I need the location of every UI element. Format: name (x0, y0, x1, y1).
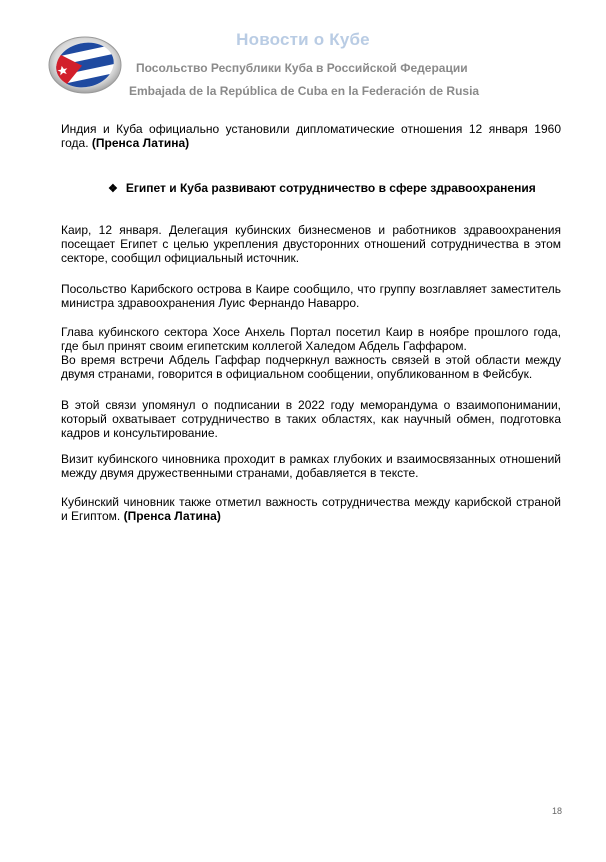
article-paragraph: Каир, 12 января. Делегация кубинских бизнесменов и работников здравоохранения посещает Египет с целью укрепления двусторонних отношений сотрудничества в этом секторе, сообщил официальный источник. (61, 223, 561, 265)
diamond-bullet-icon: ❖ (108, 183, 118, 195)
intro-source: (Пренса Латина) (91, 136, 190, 150)
intro-text: Индия и Куба официально установили дипломатические отношения 12 января 1960 года. (61, 122, 561, 150)
article-paragraph: Во время встречи Абдель Гаффар подчеркнул важность связей в этой области между двумя странами, говорится в официальном сообщении, опубликованном в Фейсбук. (61, 353, 561, 381)
embassy-name-es: Embajada de la República de Cuba en la Federación de Rusia (129, 84, 480, 98)
newsletter-title: Новости о Кубе (236, 30, 370, 49)
article-paragraph: Визит кубинского чиновника проходит в рамках глубоких и взаимосвязанных отношений между двумя дружественными странами, добавляется в тексте. (61, 452, 561, 480)
article-closing-paragraph (61, 495, 561, 523)
article-heading (108, 181, 536, 195)
article-paragraph: Посольство Карибского острова в Каире сообщило, что группу возглавляет заместитель министра здравоохранения Луис Фернандо Наварро. (61, 282, 561, 310)
closing-text: Кубинский чиновник также отметил важность сотрудничества между карибской страной и Египтом. (61, 495, 561, 523)
article-paragraph: В этой связи упомянул о подписании в 2022 году меморандума о взаимопонимании, который охватывает сотрудничество в таких областях, как научный обмен, подготовка кадров и консультирование. (61, 398, 561, 440)
article-paragraph: Глава кубинского сектора Хосе Анхель Портал посетил Каир в ноябре прошлого года, где был принят своим египетским коллегой Халедом Абдель Гаффаром. (61, 325, 561, 353)
article-heading-text: Египет и Куба развивают сотрудничество в сфере здравоохранения (125, 181, 536, 195)
embassy-name-ru: Посольство Республики Куба в Российской Федерации (136, 61, 468, 75)
intro-paragraph (61, 122, 561, 150)
article-source: (Пренса Латина) (123, 509, 221, 523)
page-number: 18 (552, 806, 563, 816)
